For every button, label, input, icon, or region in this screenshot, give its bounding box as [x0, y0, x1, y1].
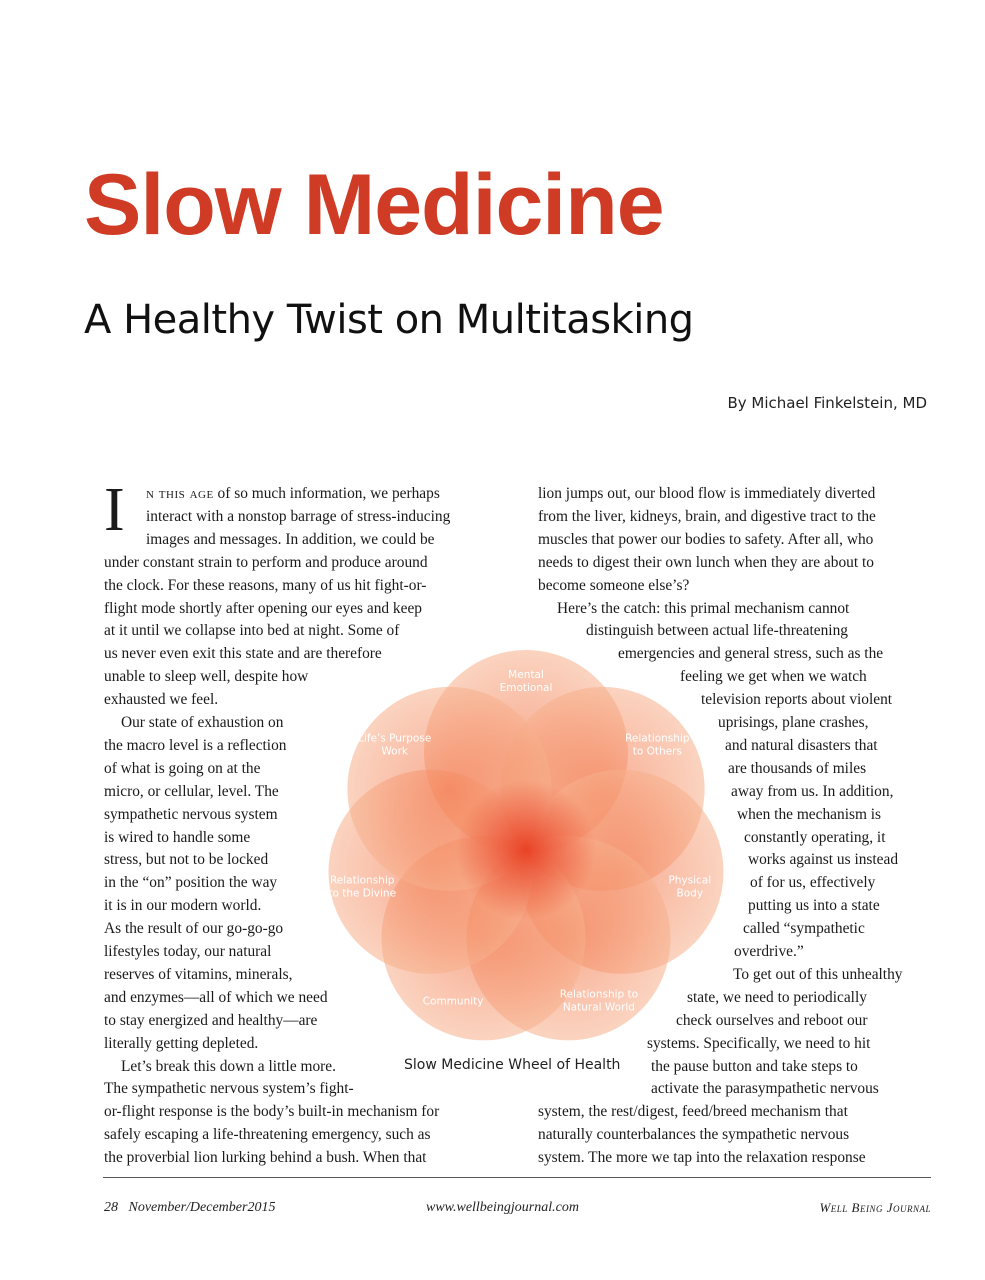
wheel-label-line2: Work — [381, 745, 408, 758]
right-column-line: system. The more we tap into the relaxation response — [538, 1149, 866, 1167]
right-column-line: Here’s the catch: this primal mechanism cannot — [557, 599, 850, 617]
wheel-label-line2: Emotional — [499, 682, 553, 694]
right-column-line: the pause button and take steps to — [651, 1057, 858, 1075]
drop-cap: I — [104, 476, 125, 544]
footer-journal-name: Well Being Journal — [819, 1200, 931, 1215]
left-column-line: As the result of our go-go-go — [104, 920, 284, 938]
left-column-line: or-flight response is the body’s built-in mechanism for — [104, 1103, 440, 1121]
left-column-line: Let’s break this down a little more. — [121, 1057, 336, 1075]
article-subtitle: A Healthy Twist on Multitasking — [84, 297, 694, 343]
first-line-text: of so much information, we perhaps — [213, 485, 440, 502]
right-column-line: systems. Specifically, we need to hit — [647, 1034, 871, 1052]
page-number: 28 — [104, 1200, 118, 1215]
wheel-label-line2: Natural World — [562, 1001, 635, 1014]
wheel-label-line1: Relationship — [625, 732, 690, 745]
article-title: Slow Medicine — [84, 157, 664, 253]
right-column-line: naturally counterbalances the sympathetic nervous — [538, 1126, 850, 1144]
left-column-line: interact with a nonstop barrage of stress-inducing — [146, 507, 451, 525]
right-column-line: emergencies and general stress, such as the — [618, 645, 884, 663]
right-column-line: lion jumps out, our blood flow is immediately diverted — [538, 485, 876, 502]
right-column-line: feeling we get when we watch — [680, 668, 867, 686]
left-column-line: unable to sleep well, despite how — [104, 668, 309, 686]
left-column-line: stress, but not to be locked — [104, 851, 269, 869]
footer-website: www.wellbeingjournal.com — [426, 1200, 579, 1215]
right-column-line: distinguish between actual life-threatening — [586, 622, 848, 640]
wheel-caption: Slow Medicine Wheel of Health — [404, 1057, 621, 1073]
left-column-line: reserves of vitamins, minerals, — [104, 965, 293, 983]
wheel-center-glow — [456, 780, 596, 920]
issue-date: November/December2015 — [128, 1200, 276, 1215]
left-column-line — [146, 486, 440, 501]
right-column-line: works against us instead — [748, 851, 899, 869]
wheel-label-line1: Relationship to — [559, 988, 639, 1001]
left-column-line: literally getting depleted. — [104, 1034, 259, 1052]
right-column-line: away from us. In addition, — [731, 782, 894, 800]
right-column-line: called “sympathetic — [743, 920, 865, 938]
left-column-line: lifestyles today, our natural — [104, 943, 272, 960]
wheel-label-line2: to Others — [632, 745, 682, 758]
right-column-line: are thousands of miles — [728, 759, 867, 777]
left-column-line: at it until we collapse into bed at night. Some of — [104, 622, 400, 640]
left-column-line: of what is going on at the — [104, 759, 261, 777]
right-column-line: when the mechanism is — [737, 805, 882, 823]
wheel-label-line1: Physical — [668, 874, 712, 887]
right-column-line: uprisings, plane crashes, — [718, 714, 869, 731]
left-column-line: images and messages. In addition, we could be — [146, 530, 435, 548]
wheel-label — [560, 988, 638, 1013]
right-column-line: system, the rest/digest, feed/breed mechanism that — [538, 1103, 848, 1121]
left-column-line: it is in our modern world. — [104, 897, 262, 915]
left-column-line: in the “on” position the way — [104, 874, 278, 892]
left-column-line: the proverbial lion lurking behind a bush. When that — [104, 1149, 427, 1167]
wheel-label-line2: to the Divine — [328, 887, 397, 900]
footer-page-issue — [104, 1200, 275, 1216]
wheel-label-line1: Community — [422, 995, 484, 1008]
right-column-line: state, we need to periodically — [687, 988, 867, 1006]
right-column-line: overdrive.” — [734, 943, 804, 960]
wheel-label-line1: Relationship — [329, 874, 395, 887]
wheel-of-health-diagram — [296, 628, 756, 1088]
byline: By Michael Finkelstein, MD — [727, 394, 927, 412]
right-column-line: activate the parasympathetic nervous — [651, 1080, 879, 1098]
left-column-line: the clock. For these reasons, many of us hit fight-or- — [104, 576, 427, 594]
wheel-label — [625, 732, 690, 757]
left-column-line: exhausted we feel. — [104, 691, 219, 709]
right-column-line: To get out of this unhealthy — [733, 965, 903, 983]
left-column-line: Our state of exhaustion on — [121, 714, 284, 731]
left-column-line: and enzymes—all of which we need — [104, 988, 328, 1006]
left-column-line: micro, or cellular, level. The — [104, 782, 279, 800]
wheel-label-line1: Mental — [508, 669, 544, 681]
left-column-line: us never even exit this state and are therefore — [104, 645, 382, 663]
right-column-line: constantly operating, it — [744, 828, 886, 846]
left-column-line: flight mode shortly after opening our eyes and keep — [104, 599, 422, 617]
right-column-line: of for us, effectively — [750, 874, 876, 892]
left-column-line: to stay energized and healthy—are — [104, 1011, 318, 1029]
right-column-line: needs to digest their own lunch when they are about to — [538, 553, 874, 571]
left-column-line: safely escaping a life-threatening emergency, such as — [104, 1126, 431, 1144]
left-column-line: sympathetic nervous system — [104, 805, 278, 823]
wheel-label-line1: Life’s Purpose — [358, 732, 432, 745]
lead-in-small-caps: n this age — [146, 485, 214, 502]
wheel-label-line2: Body — [676, 887, 704, 900]
right-column-line: putting us into a state — [748, 897, 880, 915]
left-column-line: is wired to handle some — [104, 828, 251, 846]
left-column-line: The sympathetic nervous system’s fight- — [104, 1080, 354, 1098]
wheel-label — [423, 995, 484, 1007]
right-column-line: television reports about violent — [701, 691, 893, 709]
right-column-line: become someone else’s? — [538, 576, 690, 594]
right-column-line: check ourselves and reboot our — [676, 1011, 868, 1029]
left-column-line: the macro level is a reflection — [104, 736, 287, 754]
right-column-line: and natural disasters that — [725, 736, 878, 754]
right-column-line: from the liver, kidneys, brain, and digestive tract to the — [538, 507, 876, 525]
footer-rule — [103, 1177, 931, 1178]
right-column-line: muscles that power our bodies to safety. After all, who — [538, 530, 874, 548]
wheel-label — [328, 874, 396, 899]
left-column-line: under constant strain to perform and produce around — [104, 553, 428, 571]
